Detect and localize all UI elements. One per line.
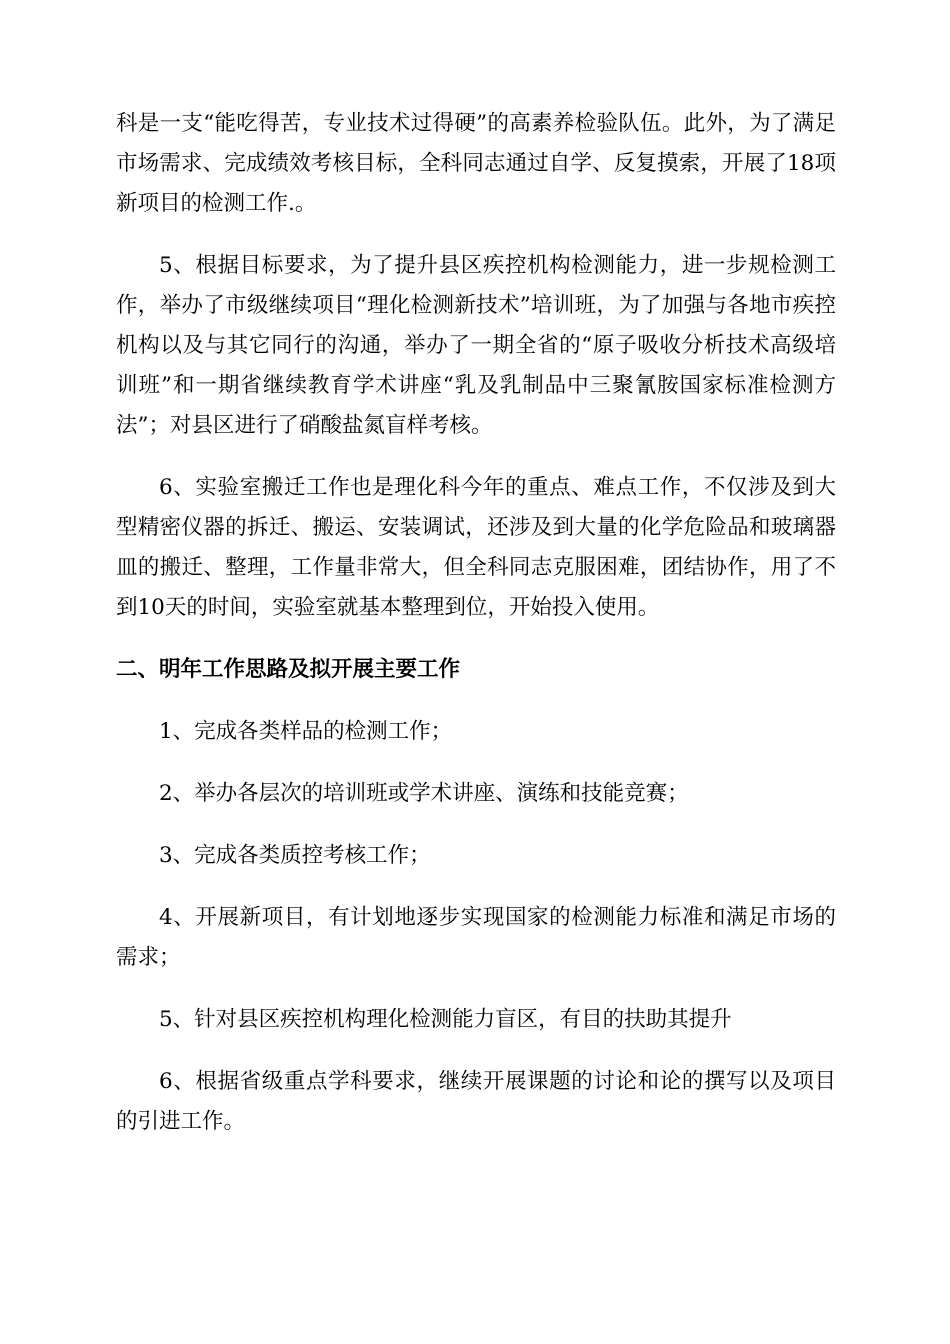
plan-item-5: 5、针对县区疾控机构理化检测能力盲区，有目的扶助其提升	[159, 1007, 732, 1032]
paragraph-item-6: 6、实验室搬迁工作也是理化科今年的重点、难点工作，不仅涉及到大型精密仪器的拆迁、搬运、安装调试，还涉及到大量的化学危险品和玻璃器皿的搬迁、整理，工作量非常大，但全科同志克服困难，团结协作，用了不到10天的时间，实验室就基本整理到位，开始投入使用。	[116, 475, 836, 620]
paragraph-continuation: 科是一支“能吃得苦，专业技术过得硬”的高素养检验队伍。此外，为了满足市场需求、完成绩效考核目标，全科同志通过自学、反复摸索，开展了18项新项目的检测工作.。	[116, 111, 836, 216]
plan-item-1: 1、完成各类样品的检测工作；	[159, 719, 453, 744]
plan-item-4: 4、开展新项目，有计划地逐步实现国家的检测能力标准和满足市场的需求；	[116, 905, 836, 970]
paragraph-item-5: 5、根据目标要求，为了提升县区疾控机构检测能力，进一步规检测工作，举办了市级继续项目“理化检测新技术”培训班，为了加强与各地市疾控机构以及与其它同行的沟通，举办了一期全省的“原子吸收分析技术高级培训班”和一期省继续教育学术讲座“乳及乳制品中三聚氰胺国家标准检测方法”；对县区进行了硝酸盐氮盲样考核。	[116, 253, 836, 438]
section-heading: 二、明年工作思路及拟开展主要工作	[116, 657, 461, 682]
plan-item-2: 2、举办各层次的培训班或学术讲座、演练和技能竞赛；	[159, 781, 689, 806]
plan-item-6: 6、根据省级重点学科要求，继续开展课题的讨论和论的撰写以及项目的引进工作。	[116, 1069, 836, 1134]
plan-item-3: 3、完成各类质控考核工作；	[159, 843, 431, 868]
document-body	[116, 104, 836, 1164]
